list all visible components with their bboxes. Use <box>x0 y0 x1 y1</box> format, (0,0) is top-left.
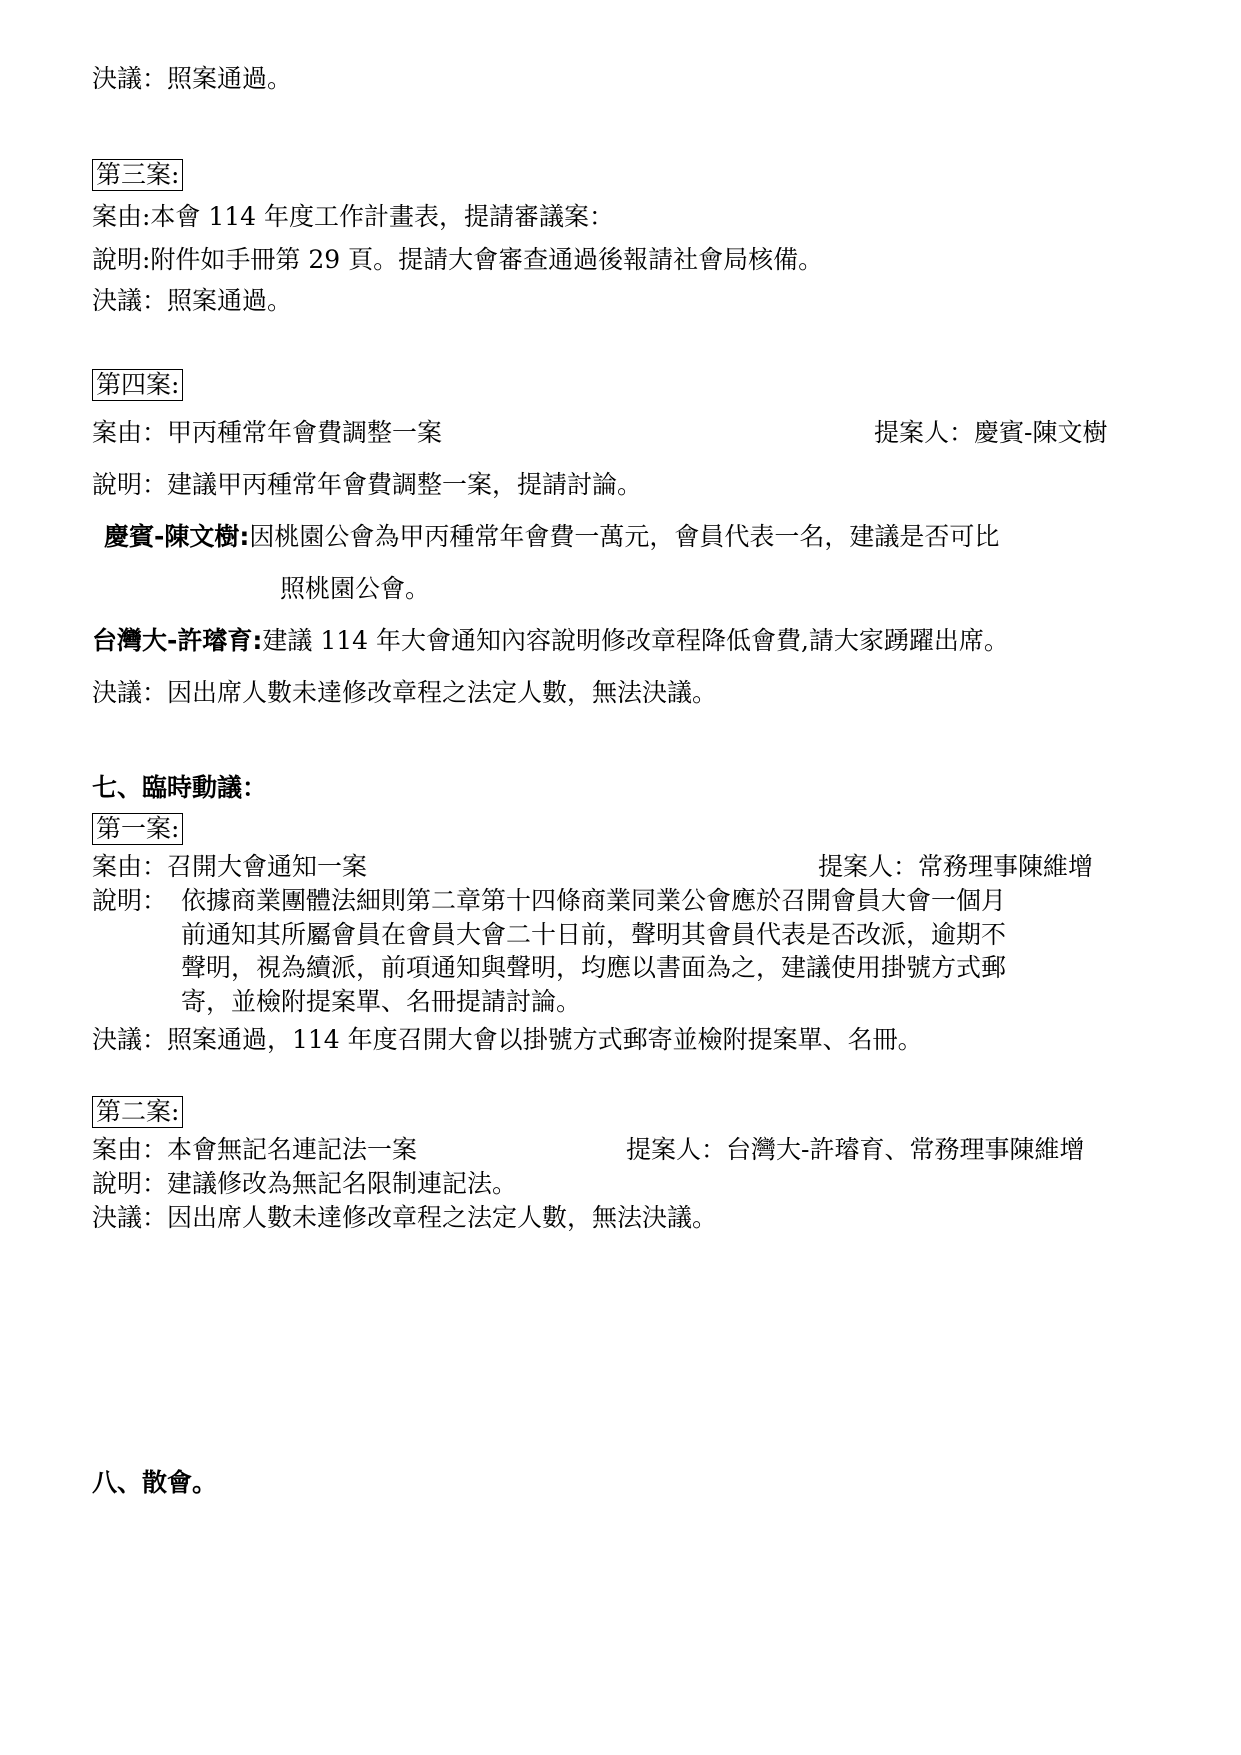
case4-speaker1-line2: 照桃園公會。 <box>280 574 431 603</box>
s7-case2-resolution: 決議：因出席人數未達修改章程之法定人數，無法決議。 <box>92 1203 718 1232</box>
s7-case1-explanation-line: 前通知其所屬會員在會員大會二十日前，聲明其會員代表是否改派，逾期不 <box>181 920 1007 949</box>
case4-speaker1-name: 慶賓-陳文樹: <box>104 522 250 551</box>
case4-heading: 第四案: <box>92 369 183 401</box>
case4-heading-wrap <box>92 368 183 402</box>
s7-case1-heading: 第一案: <box>92 813 183 845</box>
s7-case1-reason: 案由：召開大會通知一案 <box>92 852 368 881</box>
s7-case1-explanation-line: 寄，並檢附提案單、名冊提請討論。 <box>181 987 582 1016</box>
s7-case2-explanation: 說明：建議修改為無記名限制連記法。 <box>92 1169 518 1198</box>
case3-heading: 第三案: <box>92 159 183 191</box>
case3-reason: 案由:本會 114 年度工作計畫表，提請審議案： <box>92 202 615 231</box>
s7-case2-reason: 案由：本會無記名連記法一案 <box>92 1135 418 1164</box>
case4-speaker1-text: 因桃園公會為甲丙種常年會費一萬元，會員代表一名，建議是否可比 <box>249 522 1000 551</box>
case4-speaker2 <box>92 624 1009 658</box>
case4-resolution: 決議：因出席人數未達修改章程之法定人數，無法決議。 <box>92 678 718 707</box>
case3-heading-wrap <box>92 158 183 192</box>
case4-speaker2-text: 建議 114 年大會通知內容說明修改章程降低會費,請大家踴躍出席。 <box>262 626 1009 655</box>
section7-title: 七、臨時動議： <box>92 773 268 802</box>
s7-case1-explanation-line: 依據商業團體法細則第二章第十四條商業同業公會應於召開會員大會一個月 <box>181 886 1007 915</box>
case4-speaker1 <box>104 520 999 554</box>
s7-case1-resolution: 決議：照案通過，114 年度召開大會以掛號方式郵寄並檢附提案單、名冊。 <box>92 1025 923 1054</box>
case4-reason: 案由：甲丙種常年會費調整一案 <box>92 418 443 447</box>
case3-resolution: 決議：照案通過。 <box>92 286 293 315</box>
case4-proposer: 提案人：慶賓-陳文樹 <box>874 418 1108 447</box>
s7-case1-explanation-line: 聲明，視為續派，前項通知與聲明，均應以書面為之，建議使用掛號方式郵 <box>181 953 1007 982</box>
s7-case1-explanation-label: 說明： <box>92 886 168 915</box>
section8-title: 八、散會。 <box>92 1468 218 1497</box>
s7-case1-proposer: 提案人：常務理事陳維增 <box>818 852 1094 881</box>
case3-explanation: 說明:附件如手冊第 29 頁。提請大會審查通過後報請社會局核備。 <box>92 245 824 274</box>
s7-case1-heading-wrap <box>92 812 183 846</box>
s7-case2-heading: 第二案: <box>92 1096 183 1128</box>
prev-resolution: 決議：照案通過。 <box>92 64 293 93</box>
s7-case2-heading-wrap <box>92 1095 183 1129</box>
case4-speaker2-name: 台灣大-許璿育: <box>92 626 263 655</box>
case4-explanation: 說明：建議甲丙種常年會費調整一案，提請討論。 <box>92 470 643 499</box>
s7-case2-proposer: 提案人：台灣大-許璿育、常務理事陳維增 <box>626 1135 1085 1164</box>
